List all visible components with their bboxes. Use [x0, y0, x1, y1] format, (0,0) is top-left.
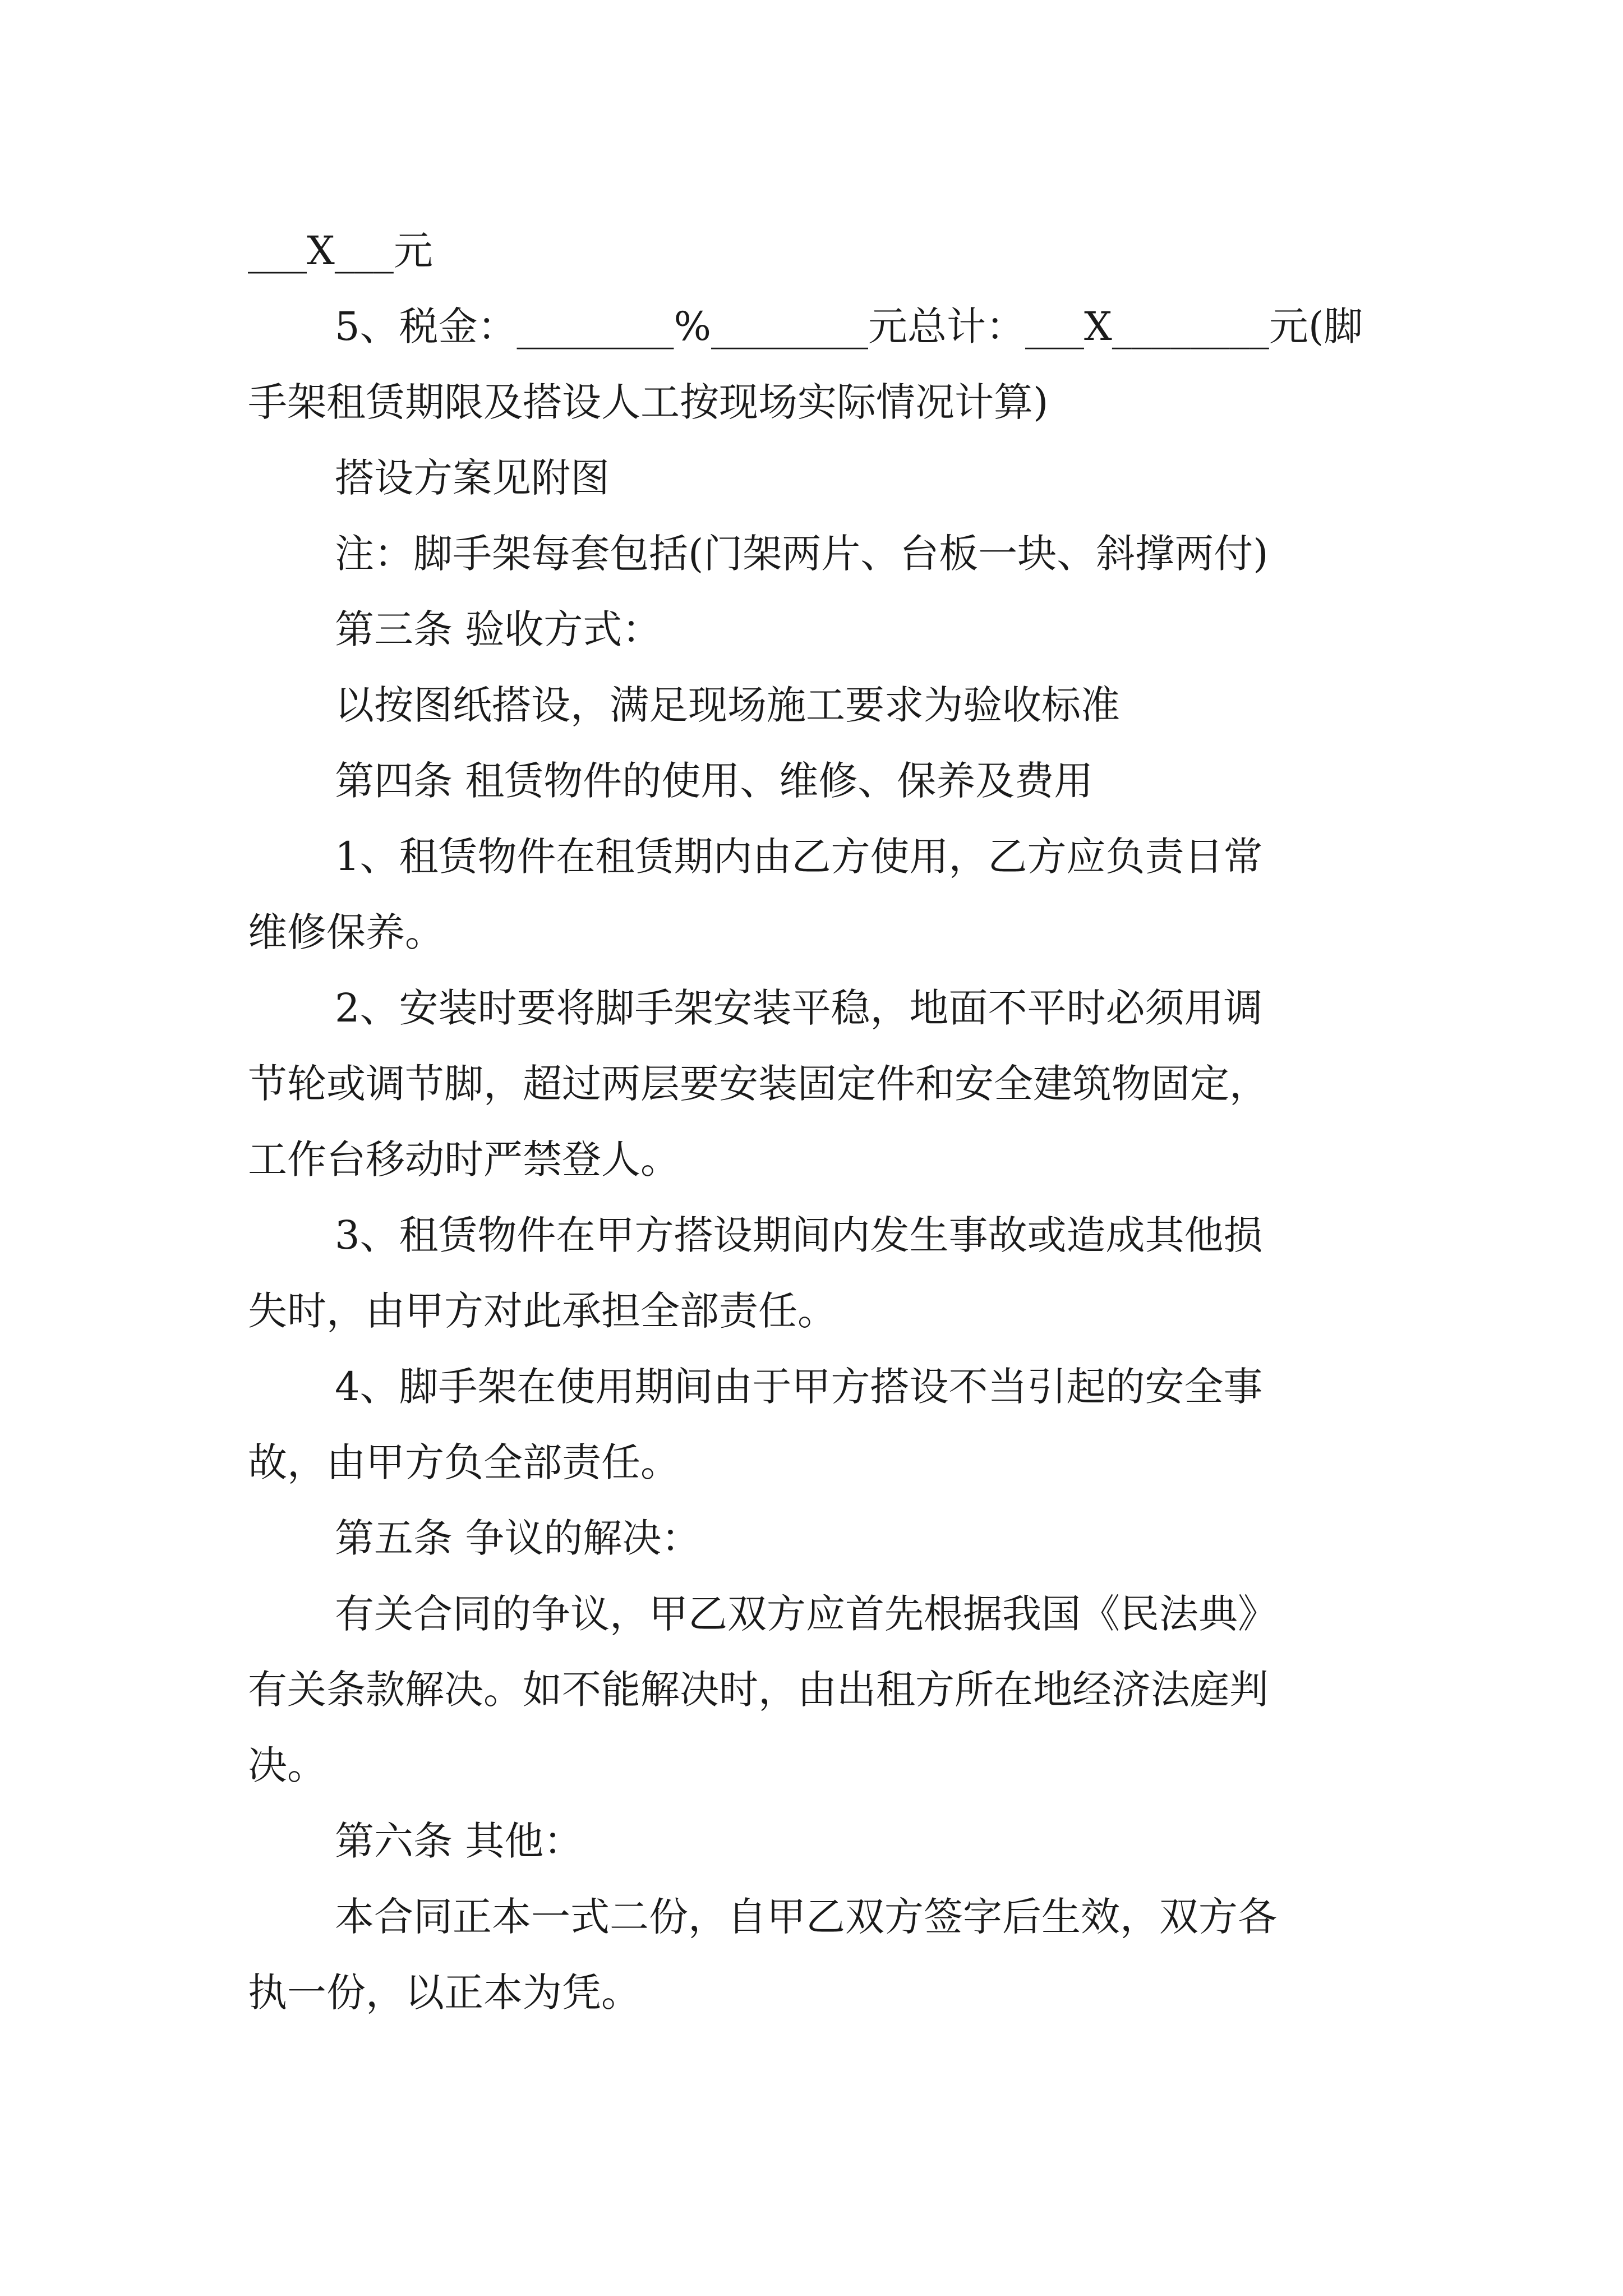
document-line: 注：脚手架每套包括(门架两片、台板一块、斜撑两付)	[335, 531, 1269, 577]
document-line: 失时，由甲方对此承担全部责任。	[248, 1288, 837, 1334]
document-line: 以按图纸搭设，满足现场施工要求为验收标准	[335, 682, 1120, 728]
document-line: 搭设方案见附图	[335, 455, 610, 501]
document-line: 第六条 其他：	[335, 1818, 583, 1864]
document-line: 执一份，以正本为凭。	[248, 1970, 640, 2016]
document-line: 维修保养。	[248, 909, 444, 955]
document-line: ___X___元	[248, 228, 433, 274]
document-line: 第三条 验收方式：	[335, 606, 662, 652]
document-line: 第五条 争议的解决：	[335, 1515, 701, 1561]
document-line: 第四条 租赁物件的使用、维修、保养及费用	[335, 758, 1094, 804]
document-line: 3、租赁物件在甲方搭设期间内发生事故或造成其他损	[335, 1212, 1263, 1258]
document-body	[248, 213, 1381, 2031]
document-line: 故，由甲方负全部责任。	[248, 1439, 680, 1485]
document-line: 有关合同的争议，甲乙双方应首先根据我国《民法典》	[335, 1591, 1277, 1637]
document-line: 1、租赁物件在租赁期内由乙方使用，乙方应负责日常	[335, 834, 1263, 880]
document-line: 工作台移动时严禁登人。	[248, 1137, 680, 1182]
document-line: 4、脚手架在使用期间由于甲方搭设不当引起的安全事	[335, 1364, 1263, 1410]
document-line: 决。	[248, 1742, 326, 1788]
document-line: 有关条款解决。如不能解决时，由出租方所在地经济法庭判	[248, 1667, 1269, 1713]
document-line: 手架租赁期限及搭设人工按现场实际情况计算)	[248, 379, 1049, 425]
document-line: 节轮或调节脚，超过两层要安装固定件和安全建筑物固定，	[248, 1061, 1269, 1107]
document-line: 2、安装时要将脚手架安装平稳，地面不平时必须用调	[335, 985, 1263, 1031]
document-line: 本合同正本一式二份，自甲乙双方签字后生效，双方各	[335, 1894, 1277, 1940]
document-line: 5、税金：________%________元总计：___X________元(脚	[335, 303, 1363, 349]
